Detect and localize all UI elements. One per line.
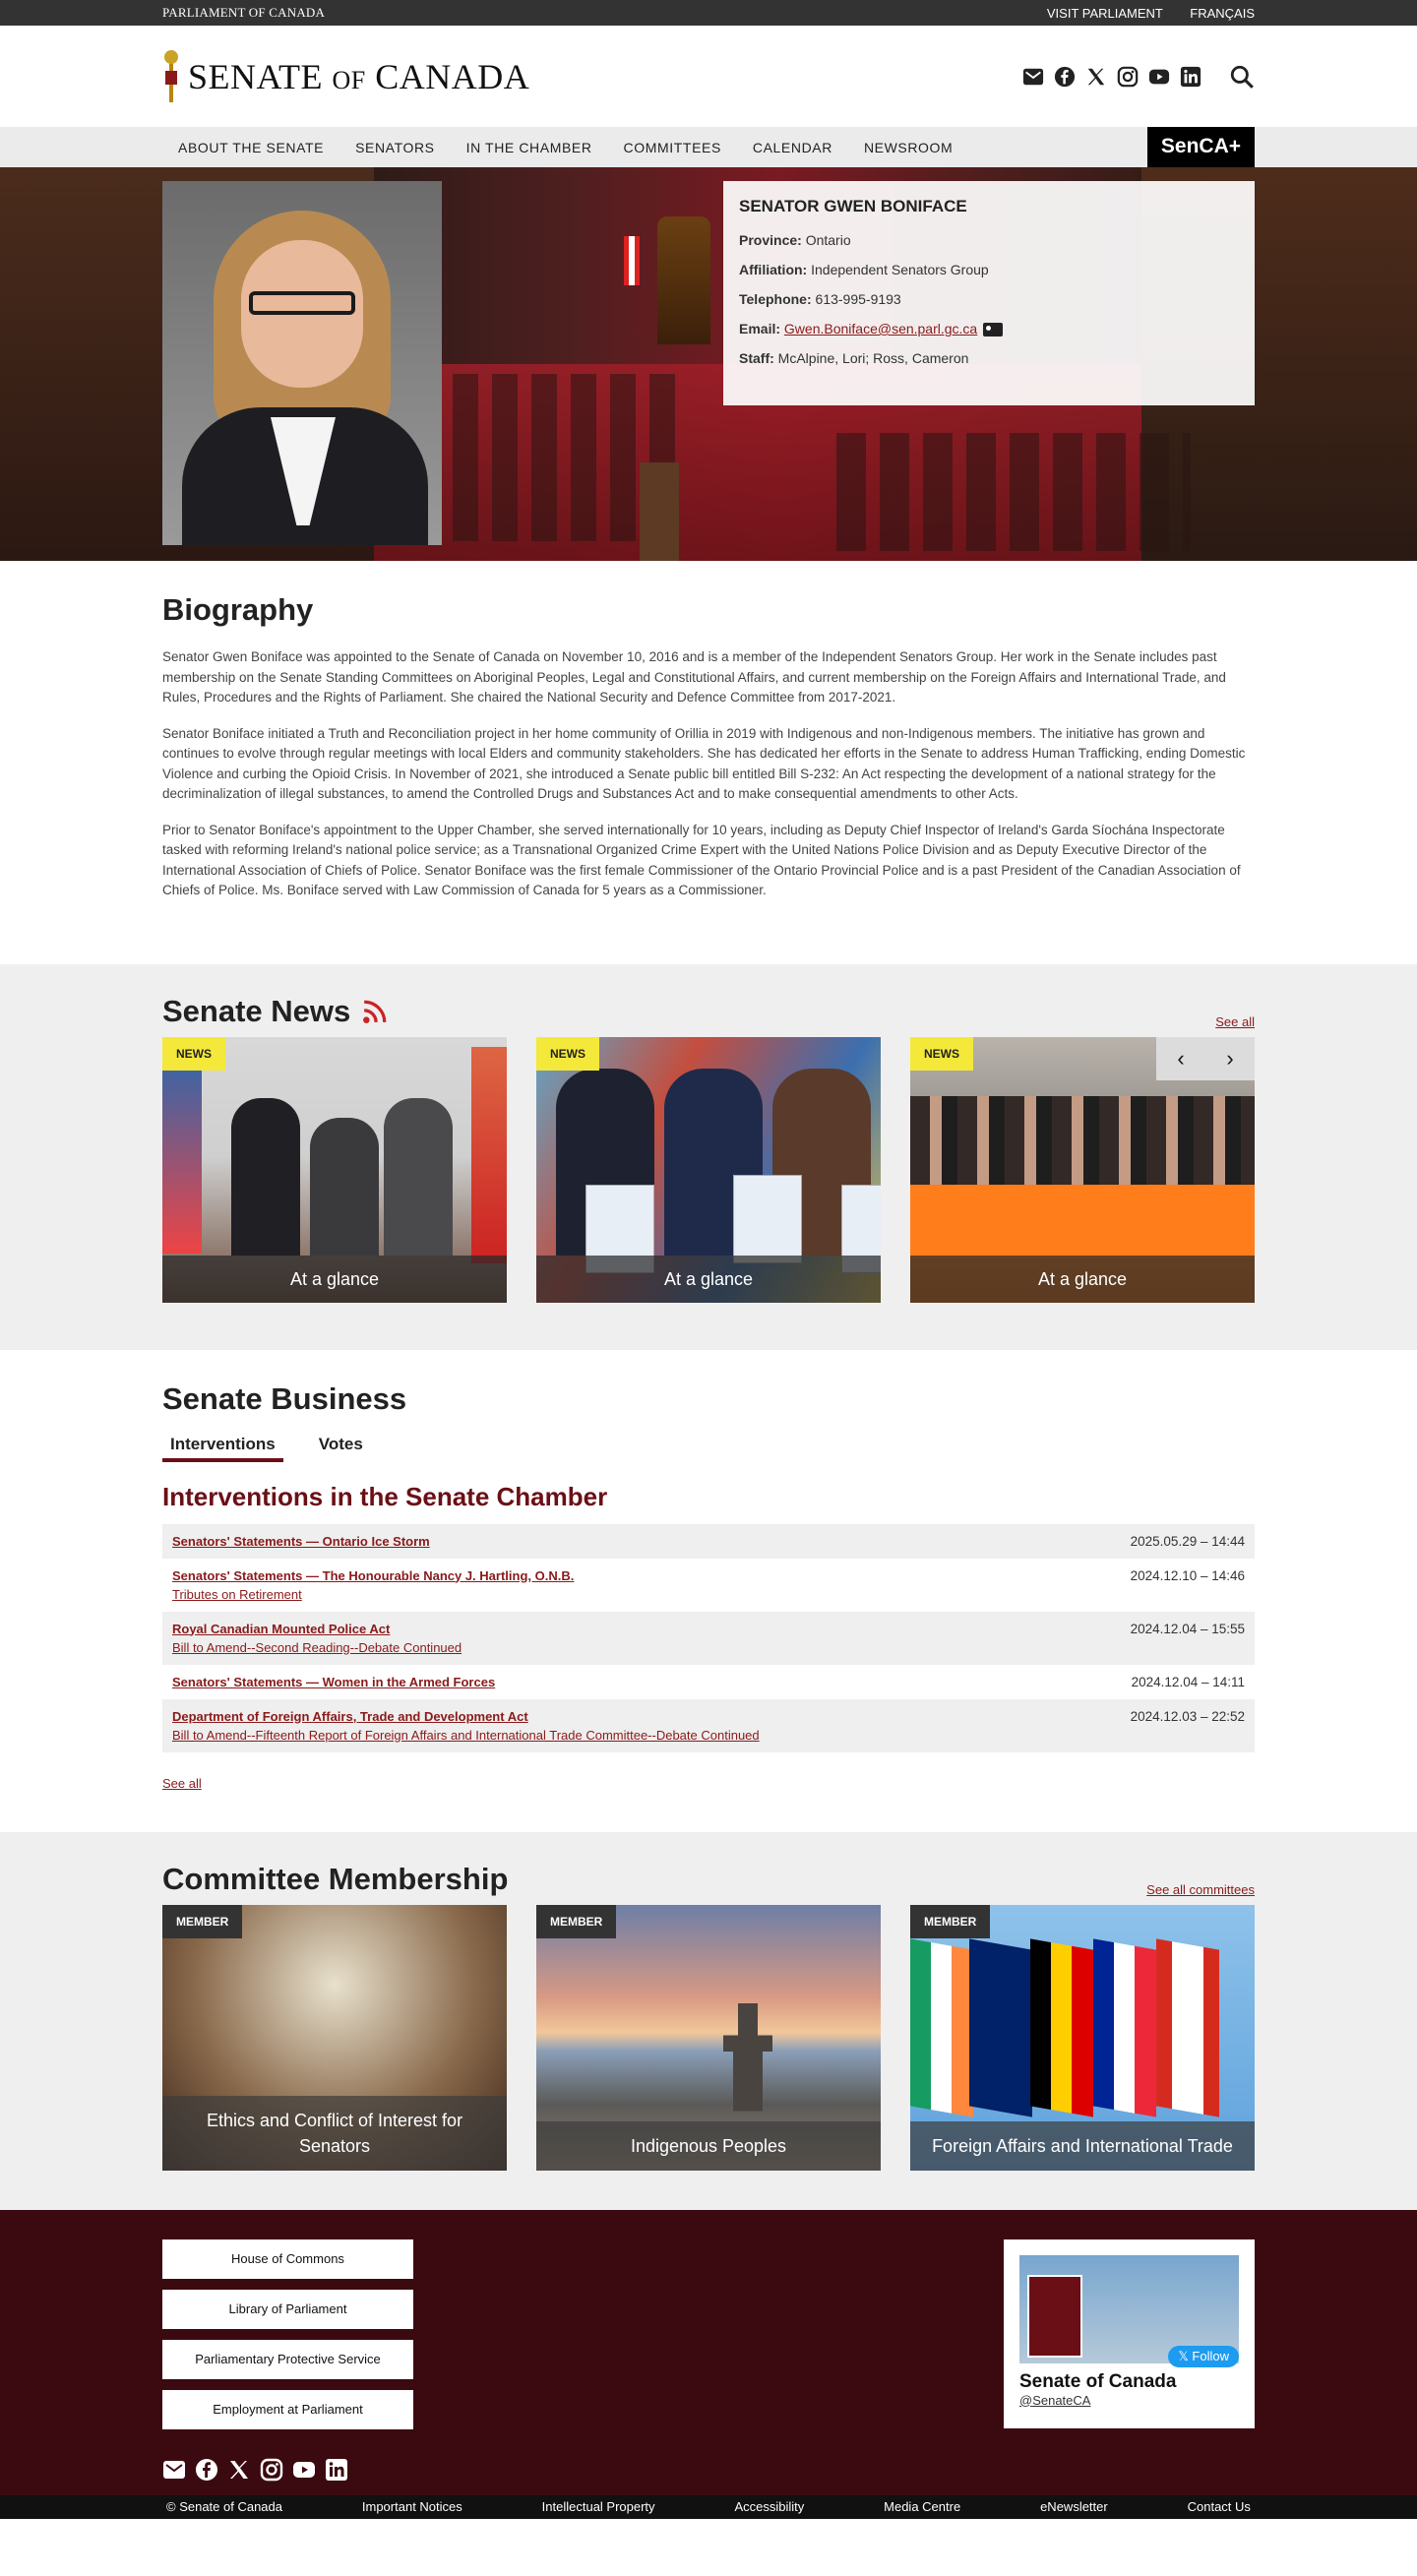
footer-social xyxy=(162,2458,1255,2482)
nav-committees[interactable]: COMMITTEES xyxy=(623,139,721,155)
senator-info-card xyxy=(723,181,1255,405)
vcard-icon[interactable] xyxy=(983,323,1003,337)
footer-link-employment[interactable]: Employment at Parliament xyxy=(162,2390,413,2429)
news-badge: NEWS xyxy=(162,1037,225,1071)
footer-links xyxy=(162,2239,413,2440)
news-caption: At a glance xyxy=(910,1256,1255,1303)
linkedin-icon[interactable] xyxy=(325,2458,348,2482)
province-value: Ontario xyxy=(805,232,851,248)
footer-link-protective-service[interactable]: Parliamentary Protective Service xyxy=(162,2340,413,2379)
business-see-all-link[interactable]: See all xyxy=(162,1775,202,1791)
intervention-sub-link[interactable]: Bill to Amend--Fifteenth Report of Foreign Affairs and International Trade Committee--Debate Continued xyxy=(172,1727,760,1743)
nav-about[interactable]: ABOUT THE SENATE xyxy=(178,139,325,155)
member-badge: MEMBER xyxy=(162,1905,242,1938)
intervention-link[interactable]: Department of Foreign Affairs, Trade and Development Act xyxy=(172,1708,528,1724)
footer-link-library[interactable]: Library of Parliament xyxy=(162,2290,413,2329)
twitter-name: Senate of Canada xyxy=(1019,2370,1177,2392)
committee-caption: Ethics and Conflict of Interest for Senators xyxy=(162,2096,507,2171)
intervention-row xyxy=(162,1665,1255,1699)
affiliation-value: Independent Senators Group xyxy=(811,262,989,277)
enewsletter-link[interactable]: eNewsletter xyxy=(1040,2499,1108,2514)
intervention-date: 2024.12.04 – 15:55 xyxy=(1130,1621,1245,1636)
chevron-left-icon[interactable]: ‹ xyxy=(1177,1045,1185,1071)
visit-parliament-link[interactable]: VISIT PARLIAMENT xyxy=(1046,5,1163,21)
committee-membership-section xyxy=(0,1832,1417,2210)
province-row: Province: Ontario xyxy=(739,232,851,248)
logo-canada: CANADA xyxy=(375,56,530,96)
intervention-date: 2024.12.03 – 22:52 xyxy=(1130,1708,1245,1724)
site-header xyxy=(0,26,1417,127)
canada-flag xyxy=(624,236,640,285)
senator-name: SENATOR GWEN BONIFACE xyxy=(739,197,967,215)
logo-of: OF xyxy=(332,65,366,94)
interventions-list xyxy=(162,1524,1255,1752)
committees-title: Committee Membership xyxy=(162,1861,509,1896)
x-icon: 𝕏 xyxy=(1178,2348,1193,2363)
news-see-all-link[interactable]: See all xyxy=(1215,1013,1255,1029)
parliament-link[interactable]: PARLIAMENT OF CANADA xyxy=(162,5,326,20)
member-badge: MEMBER xyxy=(910,1905,990,1938)
rss-icon[interactable] xyxy=(362,999,388,1024)
intervention-date: 2024.12.10 – 14:46 xyxy=(1130,1567,1245,1583)
news-title: Senate News xyxy=(162,993,351,1028)
intellectual-property-link[interactable]: Intellectual Property xyxy=(541,2499,655,2514)
instagram-icon[interactable] xyxy=(260,2458,283,2482)
mail-icon[interactable] xyxy=(1022,66,1044,88)
nav-in-the-chamber[interactable]: IN THE CHAMBER xyxy=(465,139,592,155)
mail-icon[interactable] xyxy=(162,2458,186,2482)
senate-logo[interactable] xyxy=(162,49,529,104)
tab-interventions[interactable]: Interventions xyxy=(162,1435,283,1462)
top-bar xyxy=(0,0,1417,26)
intervention-sub-link[interactable]: Bill to Amend--Second Reading--Debate Continued xyxy=(172,1639,462,1655)
senator-hero xyxy=(0,167,1417,561)
senate-news-section xyxy=(0,964,1417,1350)
footer-link-house-of-commons[interactable]: House of Commons xyxy=(162,2239,413,2279)
language-toggle[interactable]: FRANÇAIS xyxy=(1190,5,1255,21)
intervention-row xyxy=(162,1612,1255,1665)
nav-senators[interactable]: SENATORS xyxy=(355,139,435,155)
twitter-widget xyxy=(1004,2239,1255,2428)
news-badge: NEWS xyxy=(910,1037,973,1071)
nav-calendar[interactable]: CALENDAR xyxy=(752,139,832,155)
email-link[interactable]: Gwen.Boniface@sen.parl.gc.ca xyxy=(783,321,978,337)
throne xyxy=(657,216,710,344)
news-caption: At a glance xyxy=(162,1256,507,1303)
youtube-icon[interactable] xyxy=(1148,66,1170,88)
interventions-title: Interventions in the Senate Chamber xyxy=(162,1481,608,1511)
committee-card[interactable] xyxy=(162,1905,507,2171)
media-centre-link[interactable]: Media Centre xyxy=(884,2499,961,2514)
intervention-row xyxy=(162,1699,1255,1752)
news-caption: At a glance xyxy=(536,1256,881,1303)
twitter-follow-button[interactable]: 𝕏 Follow xyxy=(1168,2346,1239,2367)
important-notices-link[interactable]: Important Notices xyxy=(361,2499,462,2514)
news-badge: NEWS xyxy=(536,1037,599,1071)
news-card[interactable] xyxy=(910,1037,1255,1303)
tab-votes[interactable]: Votes xyxy=(318,1434,363,1453)
site-footer xyxy=(0,2210,1417,2495)
carousel-controls xyxy=(1156,1037,1255,1080)
x-icon[interactable] xyxy=(227,2458,251,2482)
intervention-row xyxy=(162,1559,1255,1612)
email-row: Email: Gwen.Boniface@sen.parl.gc.ca xyxy=(739,321,1239,337)
x-icon[interactable] xyxy=(1085,66,1107,88)
inukshuk xyxy=(723,2003,772,2112)
twitter-avatar xyxy=(1027,2275,1082,2358)
biography-section xyxy=(0,561,1417,964)
youtube-icon[interactable] xyxy=(292,2458,316,2482)
senca-plus-button[interactable]: SenCA+ xyxy=(1147,127,1255,167)
chevron-right-icon[interactable]: › xyxy=(1226,1045,1234,1071)
facebook-icon[interactable] xyxy=(1054,66,1076,88)
intervention-link[interactable]: Royal Canadian Mounted Police Act xyxy=(172,1621,391,1636)
biography-paragraph: Senator Gwen Boniface was appointed to the Senate of Canada on November 10, 2016 and is a member of the Independent Senators Group. Her work in the Senate includes past membership on the Senate Standing Committees on Aboriginal Peoples, Legal and Constitutional Affairs, and current membership on the Foreign Affairs and International Trade, and Rules, Procedures and the Rights of Parliament. She chaired the National Security and Defence Committee from 2017-2021. xyxy=(162,649,1226,705)
twitter-banner xyxy=(1019,2255,1239,2363)
copyright: © Senate of Canada xyxy=(166,2499,282,2514)
intervention-link[interactable]: Senators' Statements — The Honourable Nancy J. Hartling, O.N.B. xyxy=(172,1567,575,1583)
facebook-icon[interactable] xyxy=(195,2458,218,2482)
instagram-icon[interactable] xyxy=(1117,66,1139,88)
intervention-link[interactable]: Senators' Statements — Women in the Armed Forces xyxy=(172,1674,496,1689)
mace-emblem-icon xyxy=(162,49,180,104)
intervention-date: 2025.05.29 – 14:44 xyxy=(1130,1533,1245,1549)
header-social xyxy=(1013,64,1255,90)
main-nav xyxy=(0,127,1417,167)
member-badge: MEMBER xyxy=(536,1905,616,1938)
committee-card[interactable] xyxy=(910,1905,1255,2171)
committee-caption: Foreign Affairs and International Trade xyxy=(910,2121,1255,2171)
business-tabs xyxy=(162,1435,1255,1462)
telephone-row: Telephone: 613-995-9193 xyxy=(739,291,901,307)
senator-portrait xyxy=(162,181,442,545)
staff-row: Staff: McAlpine, Lori; Ross, Cameron xyxy=(739,350,969,367)
telephone-value: 613-995-9193 xyxy=(815,291,901,307)
nav-newsroom[interactable]: NEWSROOM xyxy=(863,139,954,155)
intervention-row xyxy=(162,1524,1255,1559)
news-card[interactable] xyxy=(162,1037,507,1303)
twitter-handle[interactable]: @SenateCA xyxy=(1019,2392,1091,2408)
intervention-sub-link[interactable]: Tributes on Retirement xyxy=(172,1586,302,1602)
accessibility-link[interactable]: Accessibility xyxy=(734,2499,805,2514)
senate-business-section xyxy=(0,1350,1417,1832)
see-all-committees-link[interactable]: See all committees xyxy=(1146,1881,1255,1897)
business-title: Senate Business xyxy=(162,1380,407,1416)
committee-card[interactable] xyxy=(536,1905,881,2171)
intervention-date: 2024.12.04 – 14:11 xyxy=(1131,1674,1245,1689)
linkedin-icon[interactable] xyxy=(1180,66,1201,88)
search-icon[interactable] xyxy=(1229,64,1255,90)
logo-senate: SENATE xyxy=(188,56,323,96)
intervention-link[interactable]: Senators' Statements — Ontario Ice Storm xyxy=(172,1533,430,1549)
biography-title: Biography xyxy=(162,592,314,627)
bottom-bar xyxy=(0,2495,1417,2519)
staff-value: McAlpine, Lori; Ross, Cameron xyxy=(777,350,969,367)
biography-paragraph: Prior to Senator Boniface's appointment to the Upper Chamber, she served internationally for 10 years, including as Deputy Chief Inspector of Ireland's Garda Síochána Inspectorate tasked with reforming Ireland's national police service; as a Transnational Organized Crime Expert with the United Nations Police Division and as Deputy Executive Director of the International Association of Chiefs of Police. Senator Boniface was the first female Commissioner of the Ontario Provincial Police and is a past President of the Canadian Association of Chiefs of Police. Ms. Boniface served with Law Commission of Canada for 5 years as a Commissioner. xyxy=(162,822,1241,897)
contact-us-link[interactable]: Contact Us xyxy=(1187,2499,1251,2514)
news-card[interactable] xyxy=(536,1037,881,1303)
affiliation-row: Affiliation: Independent Senators Group xyxy=(739,262,989,277)
biography-paragraph: Senator Boniface initiated a Truth and Reconciliation project in her home community of Orillia in 2019 with Indigenous and non-Indigenous members. The initiative has grown and continues to evolve through regular meetings with local Elders and community stakeholders. She has dedicated her efforts in the Senate to address Human Trafficking, ending Domestic Violence and curbing the Opioid Crisis. In November of 2021, she introduced a Senate public bill entitled Bill S-232: An Act respecting the development of a national strategy for the decriminalization of illegal substances, to amend the Controlled Drugs and Substances Act and to make consequential amendments to other Acts. xyxy=(162,725,1246,801)
committee-caption: Indigenous Peoples xyxy=(536,2121,881,2171)
